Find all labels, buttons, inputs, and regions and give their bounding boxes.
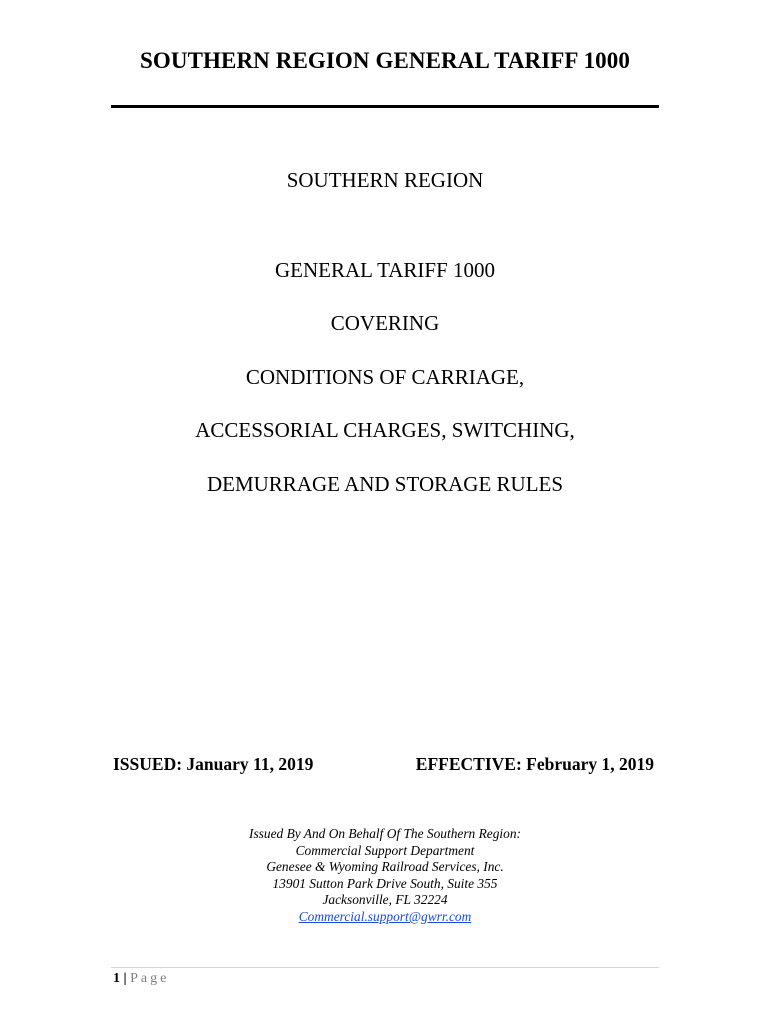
cover-line-tariff: GENERAL TARIFF 1000 (275, 258, 495, 282)
issuer-line: 13901 Sutton Park Drive South, Suite 355 (272, 875, 498, 891)
issuer-line: Genesee & Wyoming Railroad Services, Inc. (266, 859, 504, 875)
cover-line-conditions: CONDITIONS OF CARRIAGE, (245, 365, 525, 389)
cover-line-accessorial: ACCESSORIAL CHARGES, SWITCHING, (195, 418, 575, 442)
cover-line-demurrage: DEMURRAGE AND STORAGE RULES (206, 472, 564, 496)
issued-date: ISSUED: January 11, 2019 (113, 754, 314, 774)
cover-line-covering: COVERING (330, 311, 440, 335)
header-rule (111, 105, 659, 108)
page-header-title: SOUTHERN REGION GENERAL TARIFF 1000 (140, 48, 630, 73)
footer-rule (111, 967, 659, 968)
issuer-line: Commercial Support Department (295, 842, 475, 858)
issuer-line: Jacksonville, FL 32224 (322, 892, 448, 908)
footer-separator: | (123, 971, 127, 986)
email-link[interactable]: Commercial.support@gwrr.com (298, 908, 472, 924)
effective-date: EFFECTIVE: February 1, 2019 (415, 754, 654, 774)
page-label: Page (130, 971, 170, 986)
issuer-line: Issued By And On Behalf Of The Southern Region: (249, 826, 521, 841)
issuer-block (0, 826, 770, 926)
cover-line-region: SOUTHERN REGION (286, 168, 484, 192)
page-number: 1 (113, 971, 120, 986)
page-footer (113, 971, 169, 987)
